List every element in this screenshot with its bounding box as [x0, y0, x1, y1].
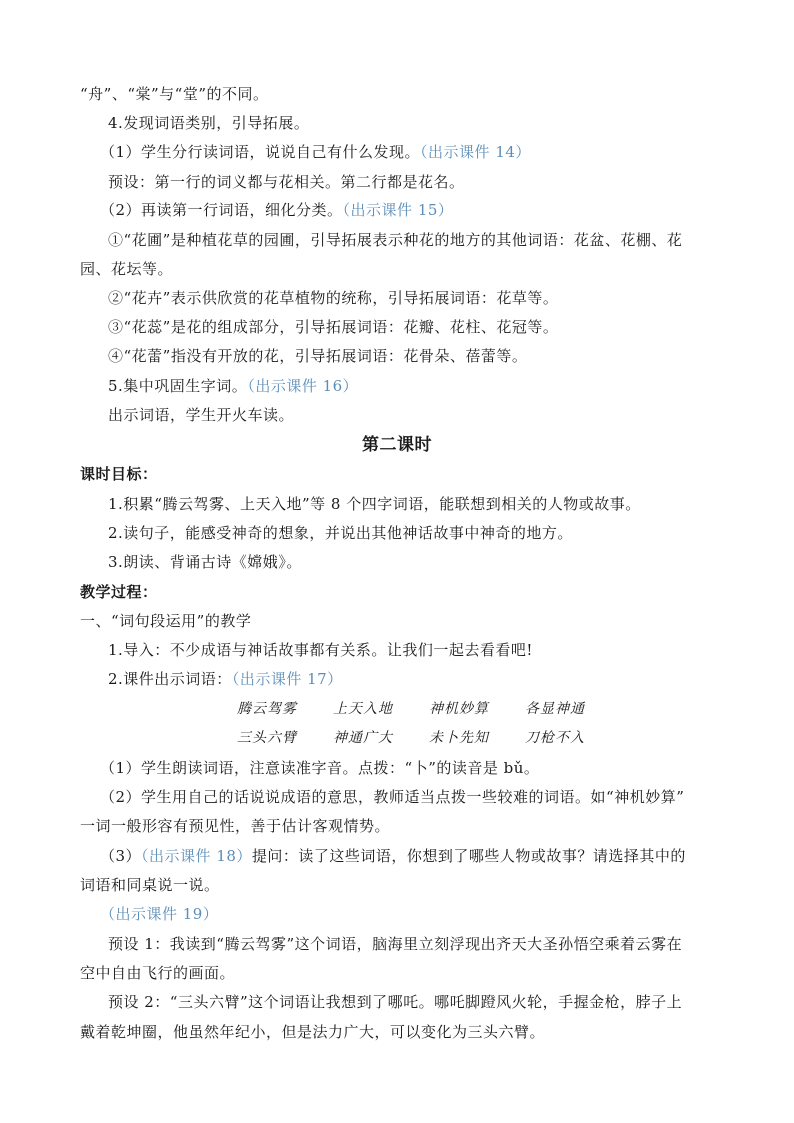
slide-reference: （出示课件 15）	[342, 201, 454, 219]
goal-item: 3.朗读、背诵古诗《嫦娥》。	[108, 553, 302, 571]
slide-reference: （出示课件 14）	[420, 143, 531, 161]
paragraph	[108, 376, 748, 396]
word-item: 三头六臂	[237, 730, 297, 746]
goal-item: 1.积累“腾云驾雾、上天入地”等 8 个四字词语，能联想到相关的人物或故事。	[108, 495, 641, 513]
paragraph-text: 5.集中巩固生字词。	[108, 377, 248, 395]
slide-reference: （出示课件 17）	[231, 670, 343, 688]
paragraph: 空中自由飞行的画面。	[80, 964, 236, 982]
paragraph: （2）学生用自己的话说说成语的意思，教师适当点拨一些较难的词语。如“神机妙算”	[100, 788, 685, 806]
word-item: 神通广大	[333, 730, 393, 746]
paragraph: 预设：第一行的词义都与花相关。第二行都是花名。	[108, 173, 465, 191]
paragraph-text: 提问：读了这些词语，你想到了哪些人物或故事？请选择其中的	[251, 847, 686, 865]
paragraph-text: （2）再读第一行词语，细化分类。	[100, 201, 343, 219]
goal-item: 2.读句子，能感受神奇的想象，并说出其他神话故事中神奇的地方。	[108, 524, 573, 542]
paragraph: ②“花卉”表示供欣赏的花草植物的统称，引导拓展词语：花草等。	[108, 289, 559, 307]
paragraph: ③“花蕊”是花的组成部分，引导拓展词语：花瓣、花柱、花冠等。	[108, 318, 559, 336]
paragraph	[100, 200, 740, 220]
word-item: 刀枪不入	[525, 730, 585, 746]
paragraph	[100, 142, 740, 162]
word-item: 未卜先知	[429, 730, 489, 746]
paragraph: “舟”、“棠”与“堂”的不同。	[80, 85, 269, 103]
part-heading: 一、“词句段运用”的教学	[80, 612, 252, 630]
slide-reference: （出示课件 16）	[247, 377, 359, 395]
paragraph	[100, 846, 740, 866]
paragraph: 1.导入：不少成语与神话故事都有关系。让我们一起去看看吧!	[108, 641, 533, 659]
paragraph: 一词一般形容有预见性，善于估计客观情势。	[80, 817, 391, 835]
paragraph: 预设 1：我读到“腾云驾雾”这个词语，脑海里立刻浮现出齐天大圣孙悟空乘着云雾在	[108, 935, 683, 953]
goals-heading: 课时目标：	[80, 465, 158, 483]
slide-reference: （出示课件 19）	[100, 905, 219, 923]
word-item: 腾云驾雾	[237, 701, 297, 717]
section-title: 第二课时	[362, 435, 432, 455]
word-item: 神机妙算	[429, 701, 489, 717]
paragraph: 戴着乾坤圈，他虽然年纪小，但是法力广大，可以变化为三头六臂。	[80, 1023, 546, 1041]
paragraph-text: （3）	[100, 847, 142, 865]
paragraph: 预设 2：“三头六臂”这个词语让我想到了哪吒。哪吒脚蹬风火轮，手握金枪，脖子上	[108, 993, 683, 1011]
paragraph: ④“花蕾”指没有开放的花，引导拓展词语：花骨朵、蓓蕾等。	[108, 347, 528, 365]
paragraph: 园、花坛等。	[80, 260, 174, 278]
word-item: 上天入地	[333, 701, 393, 717]
paragraph-text: （1）学生分行读词语，说说自己有什么发现。	[100, 143, 421, 161]
paragraph: 词语和同桌说一说。	[80, 876, 220, 894]
paragraph: 4.发现词语类别，引导拓展。	[108, 114, 310, 132]
paragraph-text: 2.课件出示词语：	[108, 670, 232, 688]
word-item: 各显神通	[525, 701, 585, 717]
slide-reference: （出示课件 18）	[141, 847, 252, 865]
paragraph: （1）学生朗读词语，注意读准字音。点拨：“卜”的读音是 bǔ。	[100, 759, 540, 777]
paragraph	[108, 669, 748, 689]
paragraph: ①“花圃”是种植花草的园圃，引导拓展表示种花的地方的其他词语：花盆、花棚、花	[108, 231, 683, 249]
process-heading: 教学过程：	[80, 583, 158, 601]
paragraph: 出示词语，学生开火车读。	[108, 406, 295, 424]
